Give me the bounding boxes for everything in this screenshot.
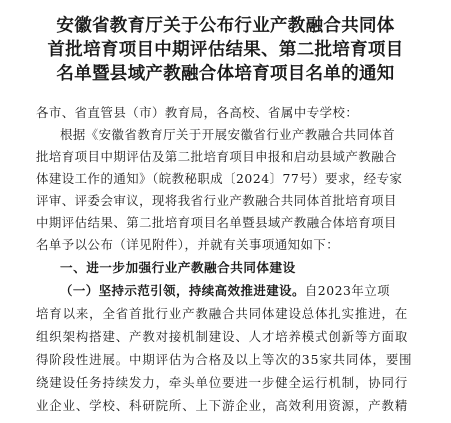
notice-title-line-3: 名单暨县域产教融合体培育项目名单的通知 [56, 64, 395, 84]
paragraph-1-lead-rest: 自2023年立项 [304, 283, 391, 298]
notice-title-line-2: 首批培育项目中期评估结果、第二批培育项目 [47, 40, 404, 60]
intro-line-3: 体建设工作的通知》（皖教秘职成〔2024〕77号）要求，经专家 [36, 171, 403, 186]
section-1-heading: 一、进一步加强行业产教融合共同体建设 [60, 260, 296, 275]
paragraph-1-line-3: 组织架构搭建、产教对接机制建设、人才培养模式创新等方面取 [36, 329, 409, 344]
paragraph-1-first-line [60, 282, 390, 300]
intro-line-5: 中期评估结果、第二批培育项目名单暨县域产教融合体培育项目 [36, 215, 397, 230]
recipients-line: 各市、省直管县（市）教育局，各高校、省属中专学校： [36, 105, 359, 120]
paragraph-1-lead: （一）坚持示范引领，持续高效推进建设。 [60, 283, 305, 298]
paragraph-1-line-4: 得阶段性进展。中期评估为合格及以上等次的35家共同体，要围 [36, 352, 413, 367]
intro-line-1: 根据《安徽省教育厅关于开展安徽省行业产教融合共同体首 [60, 127, 396, 142]
intro-line-2: 批培育项目中期评估及第二批培育项目申报和启动县域产教融合 [36, 149, 397, 164]
intro-line-4: 评审、评委会审议，现将我省行业产教融合共同体首批培育项目 [36, 193, 397, 208]
paragraph-1-line-5: 绕建设任务持续发力，牵头单位要进一步健全运行机制，协同行 [36, 375, 409, 390]
paragraph-1-line-6: 业企业、学校、科研院所、上下游企业，高效利用资源，产教精 [36, 398, 409, 413]
intro-line-6: 名单予以公布（详见附件），并就有关事项通知如下： [36, 237, 340, 252]
paragraph-1-line-2: 培育以来，全省首批行业产教融合共同体建设总体扎实推进，在 [36, 306, 409, 321]
notice-title-line-1: 安徽省教育厅关于公布行业产教融合共同体 [56, 16, 395, 36]
